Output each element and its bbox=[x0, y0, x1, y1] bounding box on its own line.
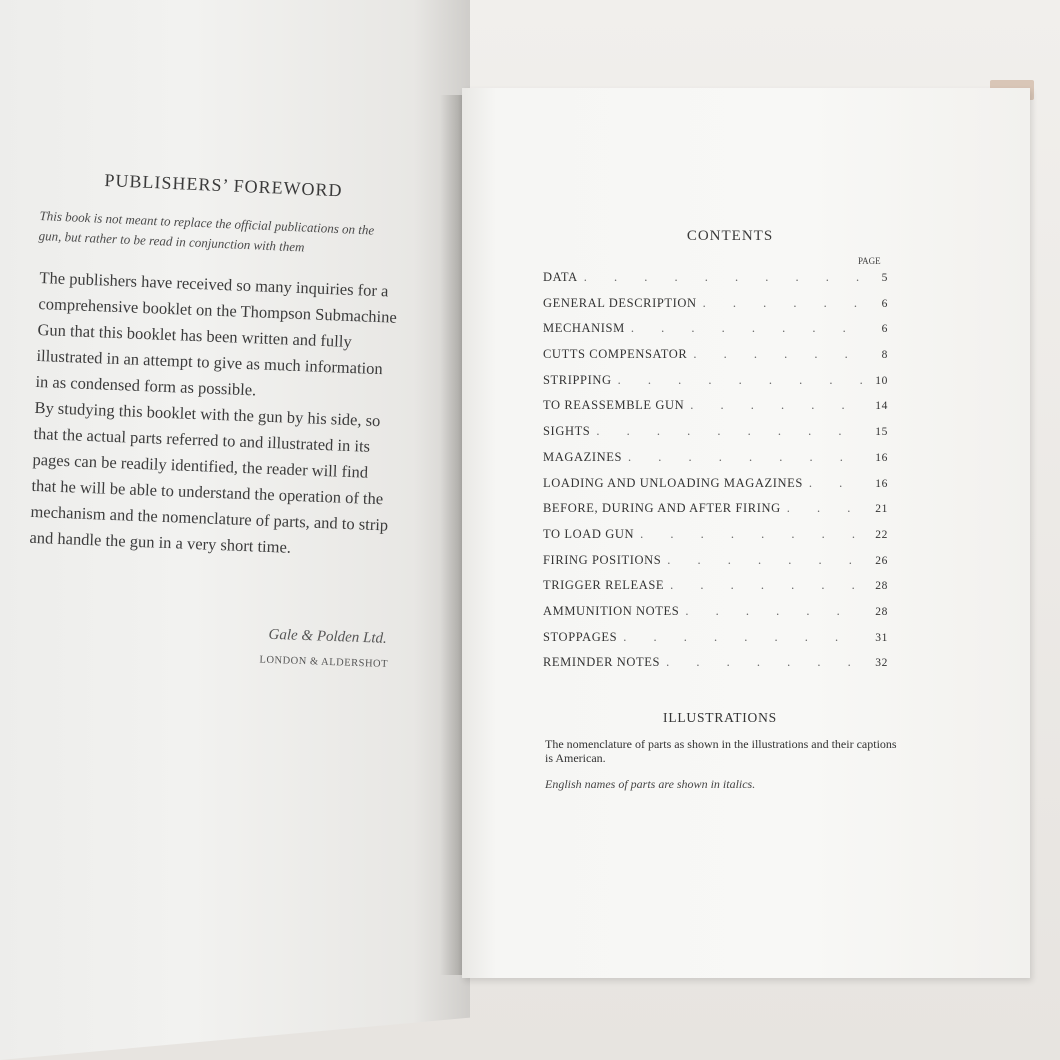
contents-row bbox=[543, 347, 888, 373]
contents-row bbox=[543, 424, 888, 450]
contents-leader-dots bbox=[690, 398, 864, 413]
contents-item-page: 8 bbox=[881, 349, 888, 362]
contents-list bbox=[543, 270, 888, 681]
contents-leader-dots bbox=[703, 296, 864, 311]
contents-leader-dots bbox=[667, 553, 864, 568]
contents-row bbox=[543, 630, 888, 656]
contents-row bbox=[543, 553, 888, 579]
contents-row bbox=[543, 527, 888, 553]
foreword-paragraph-2: By studying this booklet with the gun by his side, so that the actual parts referred to and illustrated in its pages can be readily identified, the reader will find that he will be able to understand the operation of the mechanism and the nomenclature of parts, and to strip and handle the gun in a very short time. bbox=[29, 397, 389, 557]
publisher-name: Gale & Polden Ltd. bbox=[268, 626, 388, 647]
contents-row bbox=[543, 321, 888, 347]
contents-leader-dots bbox=[685, 604, 864, 619]
contents-item-page: 6 bbox=[881, 323, 888, 336]
contents-item-label: STRIPPING bbox=[543, 372, 612, 387]
contents-item-label: MAGAZINES bbox=[543, 449, 623, 464]
contents-row bbox=[543, 476, 888, 502]
contents-item-label: SIGHTS bbox=[543, 424, 591, 439]
contents-item-page: 22 bbox=[875, 528, 888, 541]
contents-leader-dots bbox=[693, 347, 864, 362]
contents-leader-dots bbox=[596, 424, 864, 439]
contents-item-page: 15 bbox=[875, 426, 888, 439]
contents-item-label: LOADING AND UNLOADING MAGAZINES bbox=[543, 475, 803, 490]
contents-item-label: REMINDER NOTES bbox=[543, 655, 661, 670]
contents-row bbox=[543, 296, 888, 322]
contents-item-page: 16 bbox=[875, 451, 888, 464]
contents-leader-dots bbox=[670, 578, 864, 593]
contents-item-label: BEFORE, DURING AND AFTER FIRING bbox=[543, 501, 781, 516]
contents-leader-dots bbox=[666, 655, 864, 670]
foreword-subtitle: This book is not meant to replace the official publications on the gun, but rather to be read in conjunction with them bbox=[38, 207, 375, 255]
contents-leader-dots bbox=[628, 450, 864, 465]
foreword-title: PUBLISHERS’ FOREWORD bbox=[104, 170, 343, 201]
contents-leader-dots bbox=[631, 321, 864, 336]
foreword-body bbox=[29, 265, 400, 565]
contents-row bbox=[543, 655, 888, 681]
contents-item-label: GENERAL DESCRIPTION bbox=[543, 295, 697, 310]
publisher-location: LONDON & ALDERSHOT bbox=[259, 654, 389, 671]
contents-page-label: PAGE bbox=[858, 256, 881, 266]
contents-title: CONTENTS bbox=[686, 228, 774, 244]
contents-item-page: 31 bbox=[875, 631, 888, 644]
contents-row bbox=[543, 450, 888, 476]
contents-leader-dots bbox=[787, 501, 864, 516]
contents-item-label: FIRING POSITIONS bbox=[543, 552, 662, 567]
contents-row bbox=[543, 604, 888, 630]
contents-item-page: 10 bbox=[875, 374, 888, 387]
contents-item-page: 21 bbox=[875, 503, 888, 516]
contents-item-label: STOPPAGES bbox=[543, 629, 618, 644]
contents-item-label: MECHANISM bbox=[543, 321, 625, 336]
contents-row bbox=[543, 501, 888, 527]
illustrations-note: English names of parts are shown in italics. bbox=[545, 777, 756, 791]
contents-item-page: 32 bbox=[875, 657, 888, 670]
contents-leader-dots bbox=[809, 476, 864, 491]
contents-row bbox=[543, 270, 888, 296]
contents-item-page: 26 bbox=[875, 554, 888, 567]
contents-item-page: 16 bbox=[875, 477, 888, 490]
foreword-paragraph-1: The publishers have received so many inquiries for a comprehensive booklet on the Thompson Submachine Gun that this booklet has been written and fully illustrated in an attempt to give as much information in as condensed form as possible. bbox=[35, 267, 398, 400]
contents-row bbox=[543, 373, 888, 399]
contents-item-page: 6 bbox=[881, 297, 888, 310]
contents-item-label: TO LOAD GUN bbox=[543, 526, 635, 541]
contents-leader-dots bbox=[640, 527, 864, 542]
contents-item-label: TO REASSEMBLE GUN bbox=[543, 398, 685, 413]
illustrations-title: ILLUSTRATIONS bbox=[663, 710, 777, 725]
contents-row bbox=[543, 398, 888, 424]
contents-leader-dots bbox=[618, 373, 864, 388]
contents-item-page: 5 bbox=[881, 272, 888, 284]
contents-item-page: 28 bbox=[875, 605, 888, 618]
contents-item-label: CUTTS COMPENSATOR bbox=[543, 347, 688, 362]
contents-item-label: DATA bbox=[543, 270, 578, 284]
contents-leader-dots bbox=[584, 270, 864, 285]
contents-item-page: 28 bbox=[875, 580, 888, 593]
contents-item-label: AMMUNITION NOTES bbox=[543, 603, 680, 618]
illustrations-text: The nomenclature of parts as shown in the illustrations and their captions is American. bbox=[545, 737, 897, 765]
contents-item-label: TRIGGER RELEASE bbox=[543, 578, 665, 593]
contents-row bbox=[543, 578, 888, 604]
contents-leader-dots bbox=[623, 630, 864, 645]
contents-item-page: 14 bbox=[875, 400, 888, 413]
